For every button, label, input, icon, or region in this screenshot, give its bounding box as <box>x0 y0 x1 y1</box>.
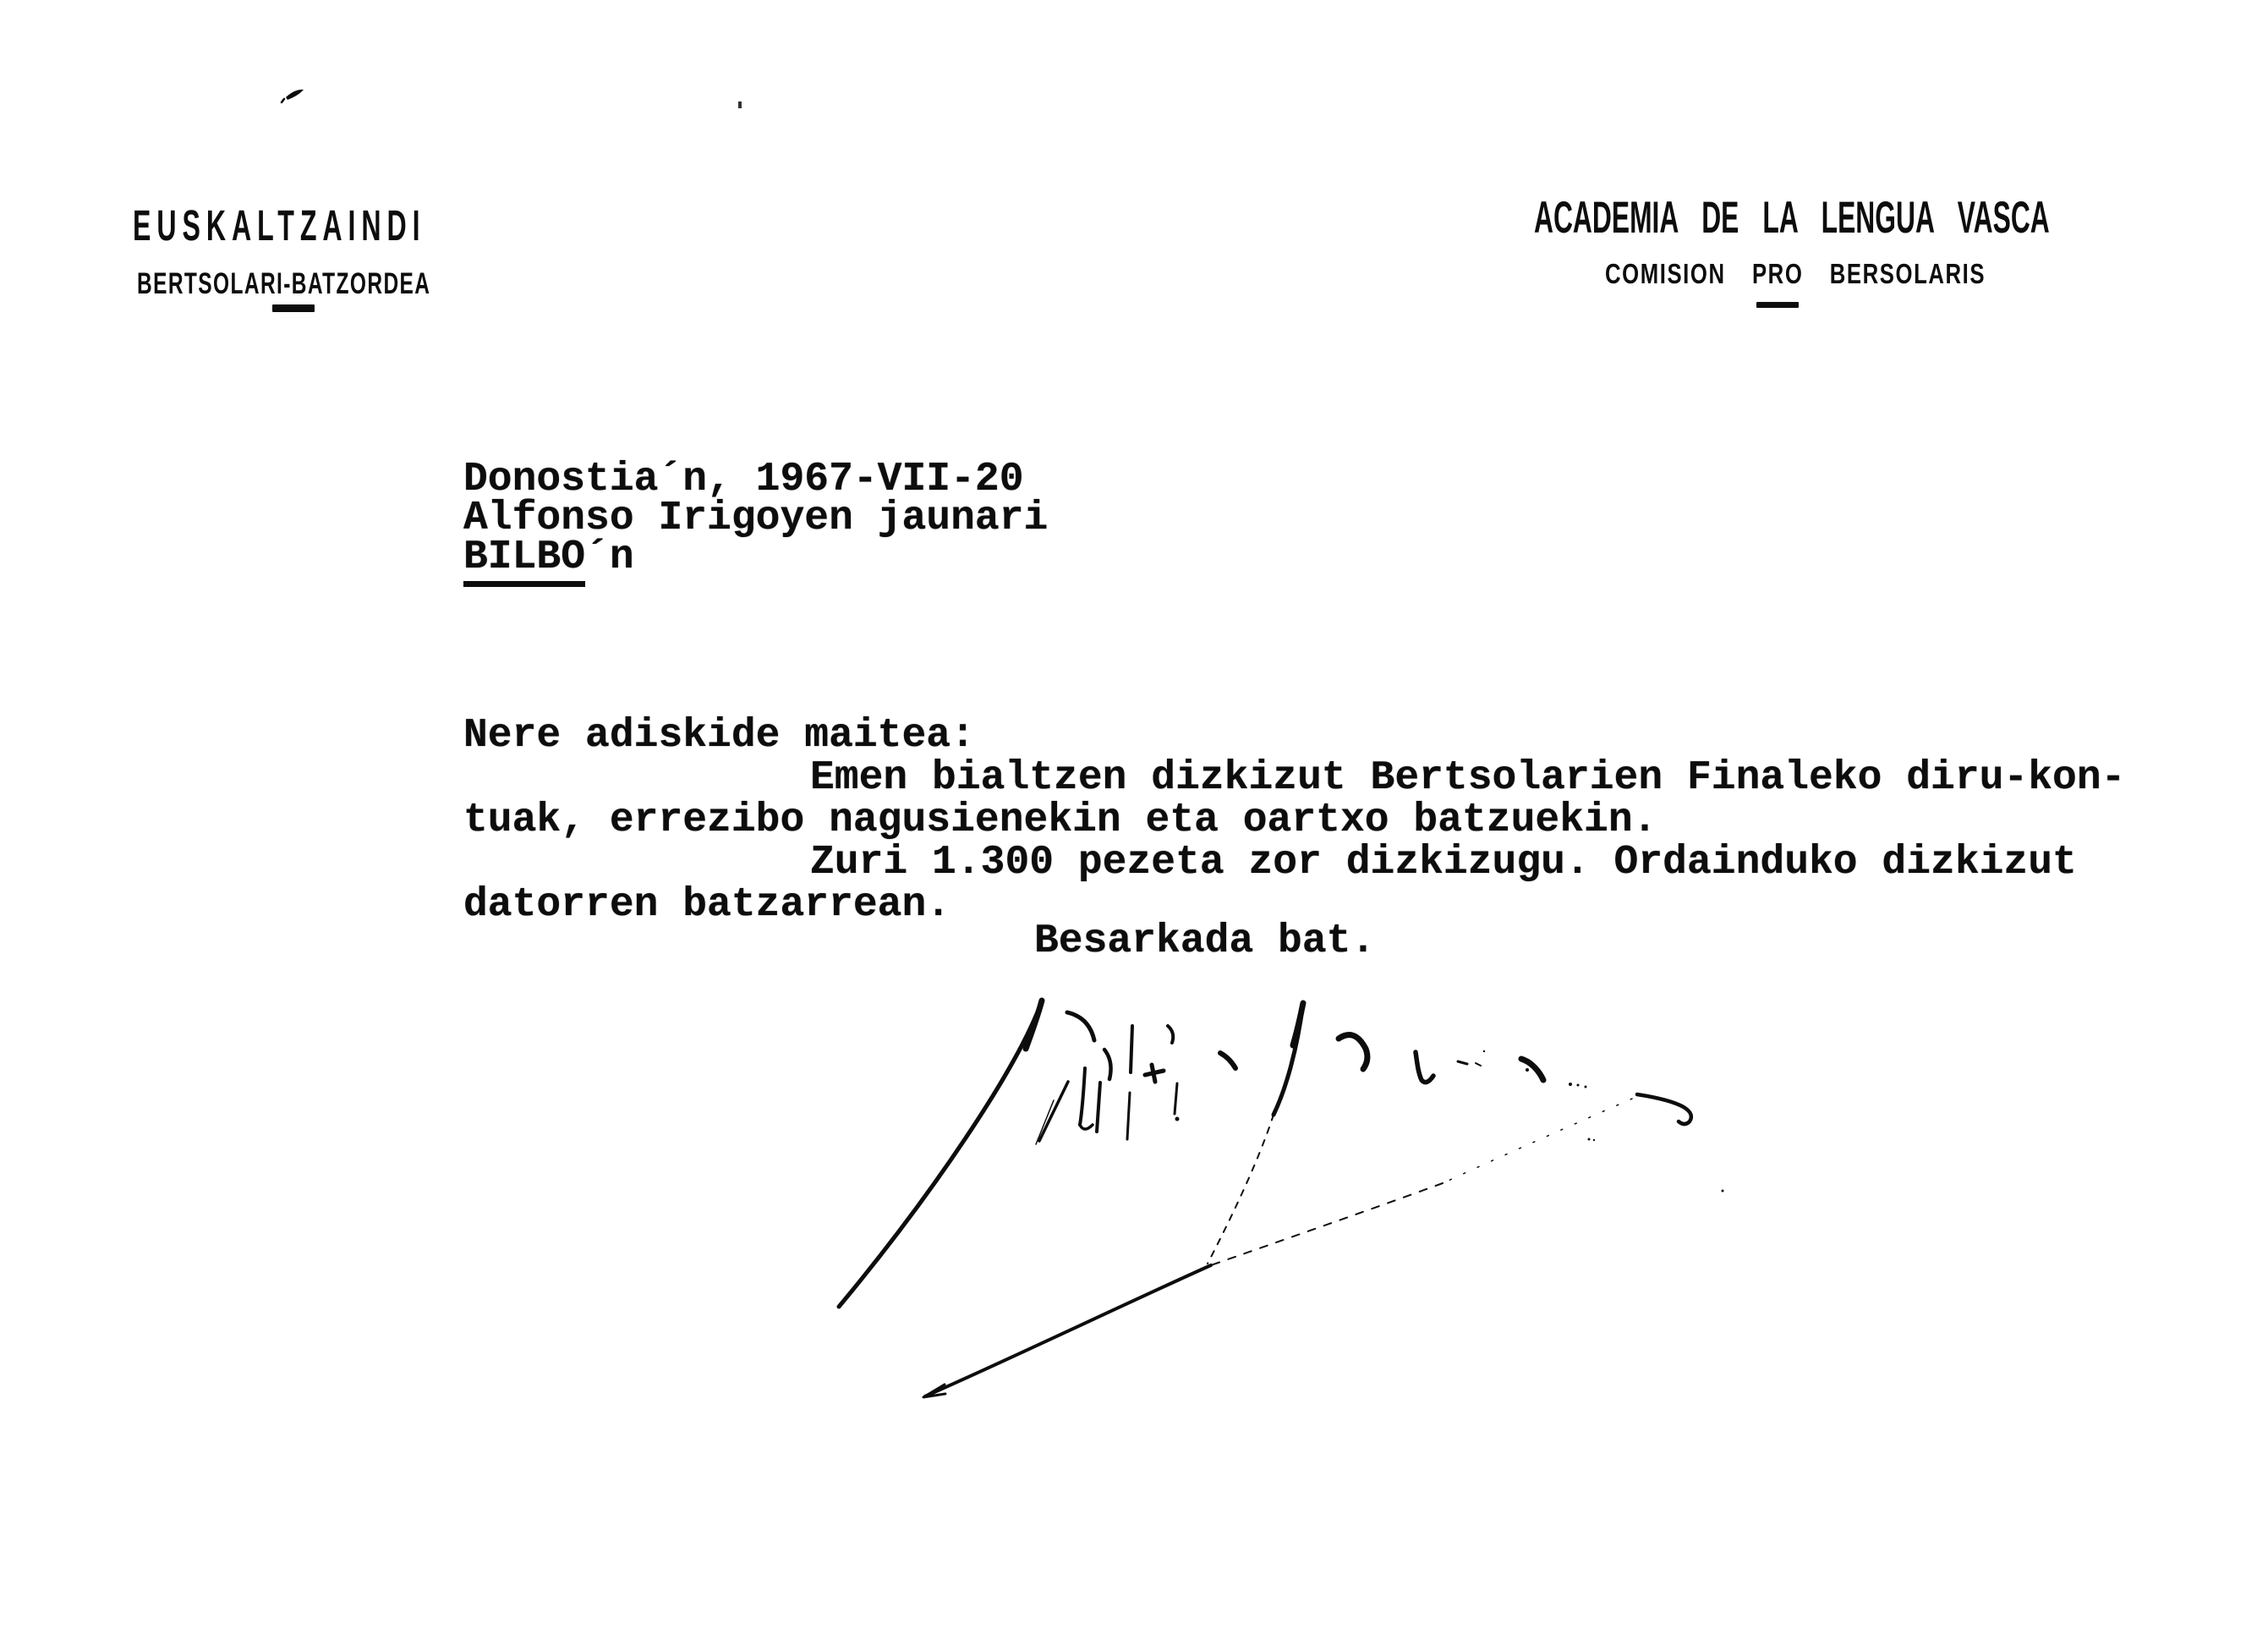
letterhead-right-rule <box>1756 302 1799 308</box>
city-underlined: BILBO <box>463 537 585 587</box>
letterhead-left-rule <box>272 304 315 312</box>
body-line: Emen bialtzen dizkizut Bertsolarien Finaleko diru-kon- <box>810 755 2126 801</box>
stray-pen-mark <box>275 80 317 110</box>
city-suffix: ´n <box>585 535 634 580</box>
date-line: Donostia´n, 1967-VII-20 <box>463 457 1024 502</box>
letterhead-left-title: EUSKALTZAINDI <box>133 201 426 249</box>
closing-line: Besarkada bat. <box>1034 918 1376 964</box>
city-line <box>463 537 634 587</box>
letterhead-right-subtitle: COMISION PRO BERSOLARIS <box>1605 258 1986 289</box>
body-line: datorren batzarrean. <box>463 882 951 928</box>
scan-speck <box>738 101 742 108</box>
body-line: Zuri 1.300 pezeta zor dizkizugu. Ordainduko dizkizut <box>810 840 2077 886</box>
recipient-line: Alfonso Irigoyen jaunari <box>463 496 1049 541</box>
salutation-line: Nere adiskide maitea: <box>463 713 975 759</box>
letterhead-right-title: ACADEMIA DE LA LENGUA VASCA <box>1534 193 2050 243</box>
signature-handwriting <box>829 990 1750 1412</box>
letterhead-left-subtitle: BERTSOLARI-BATZORDEA <box>137 267 431 300</box>
body-line: tuak, errezibo nagusienekin eta oartxo batzuekin. <box>463 798 1657 843</box>
